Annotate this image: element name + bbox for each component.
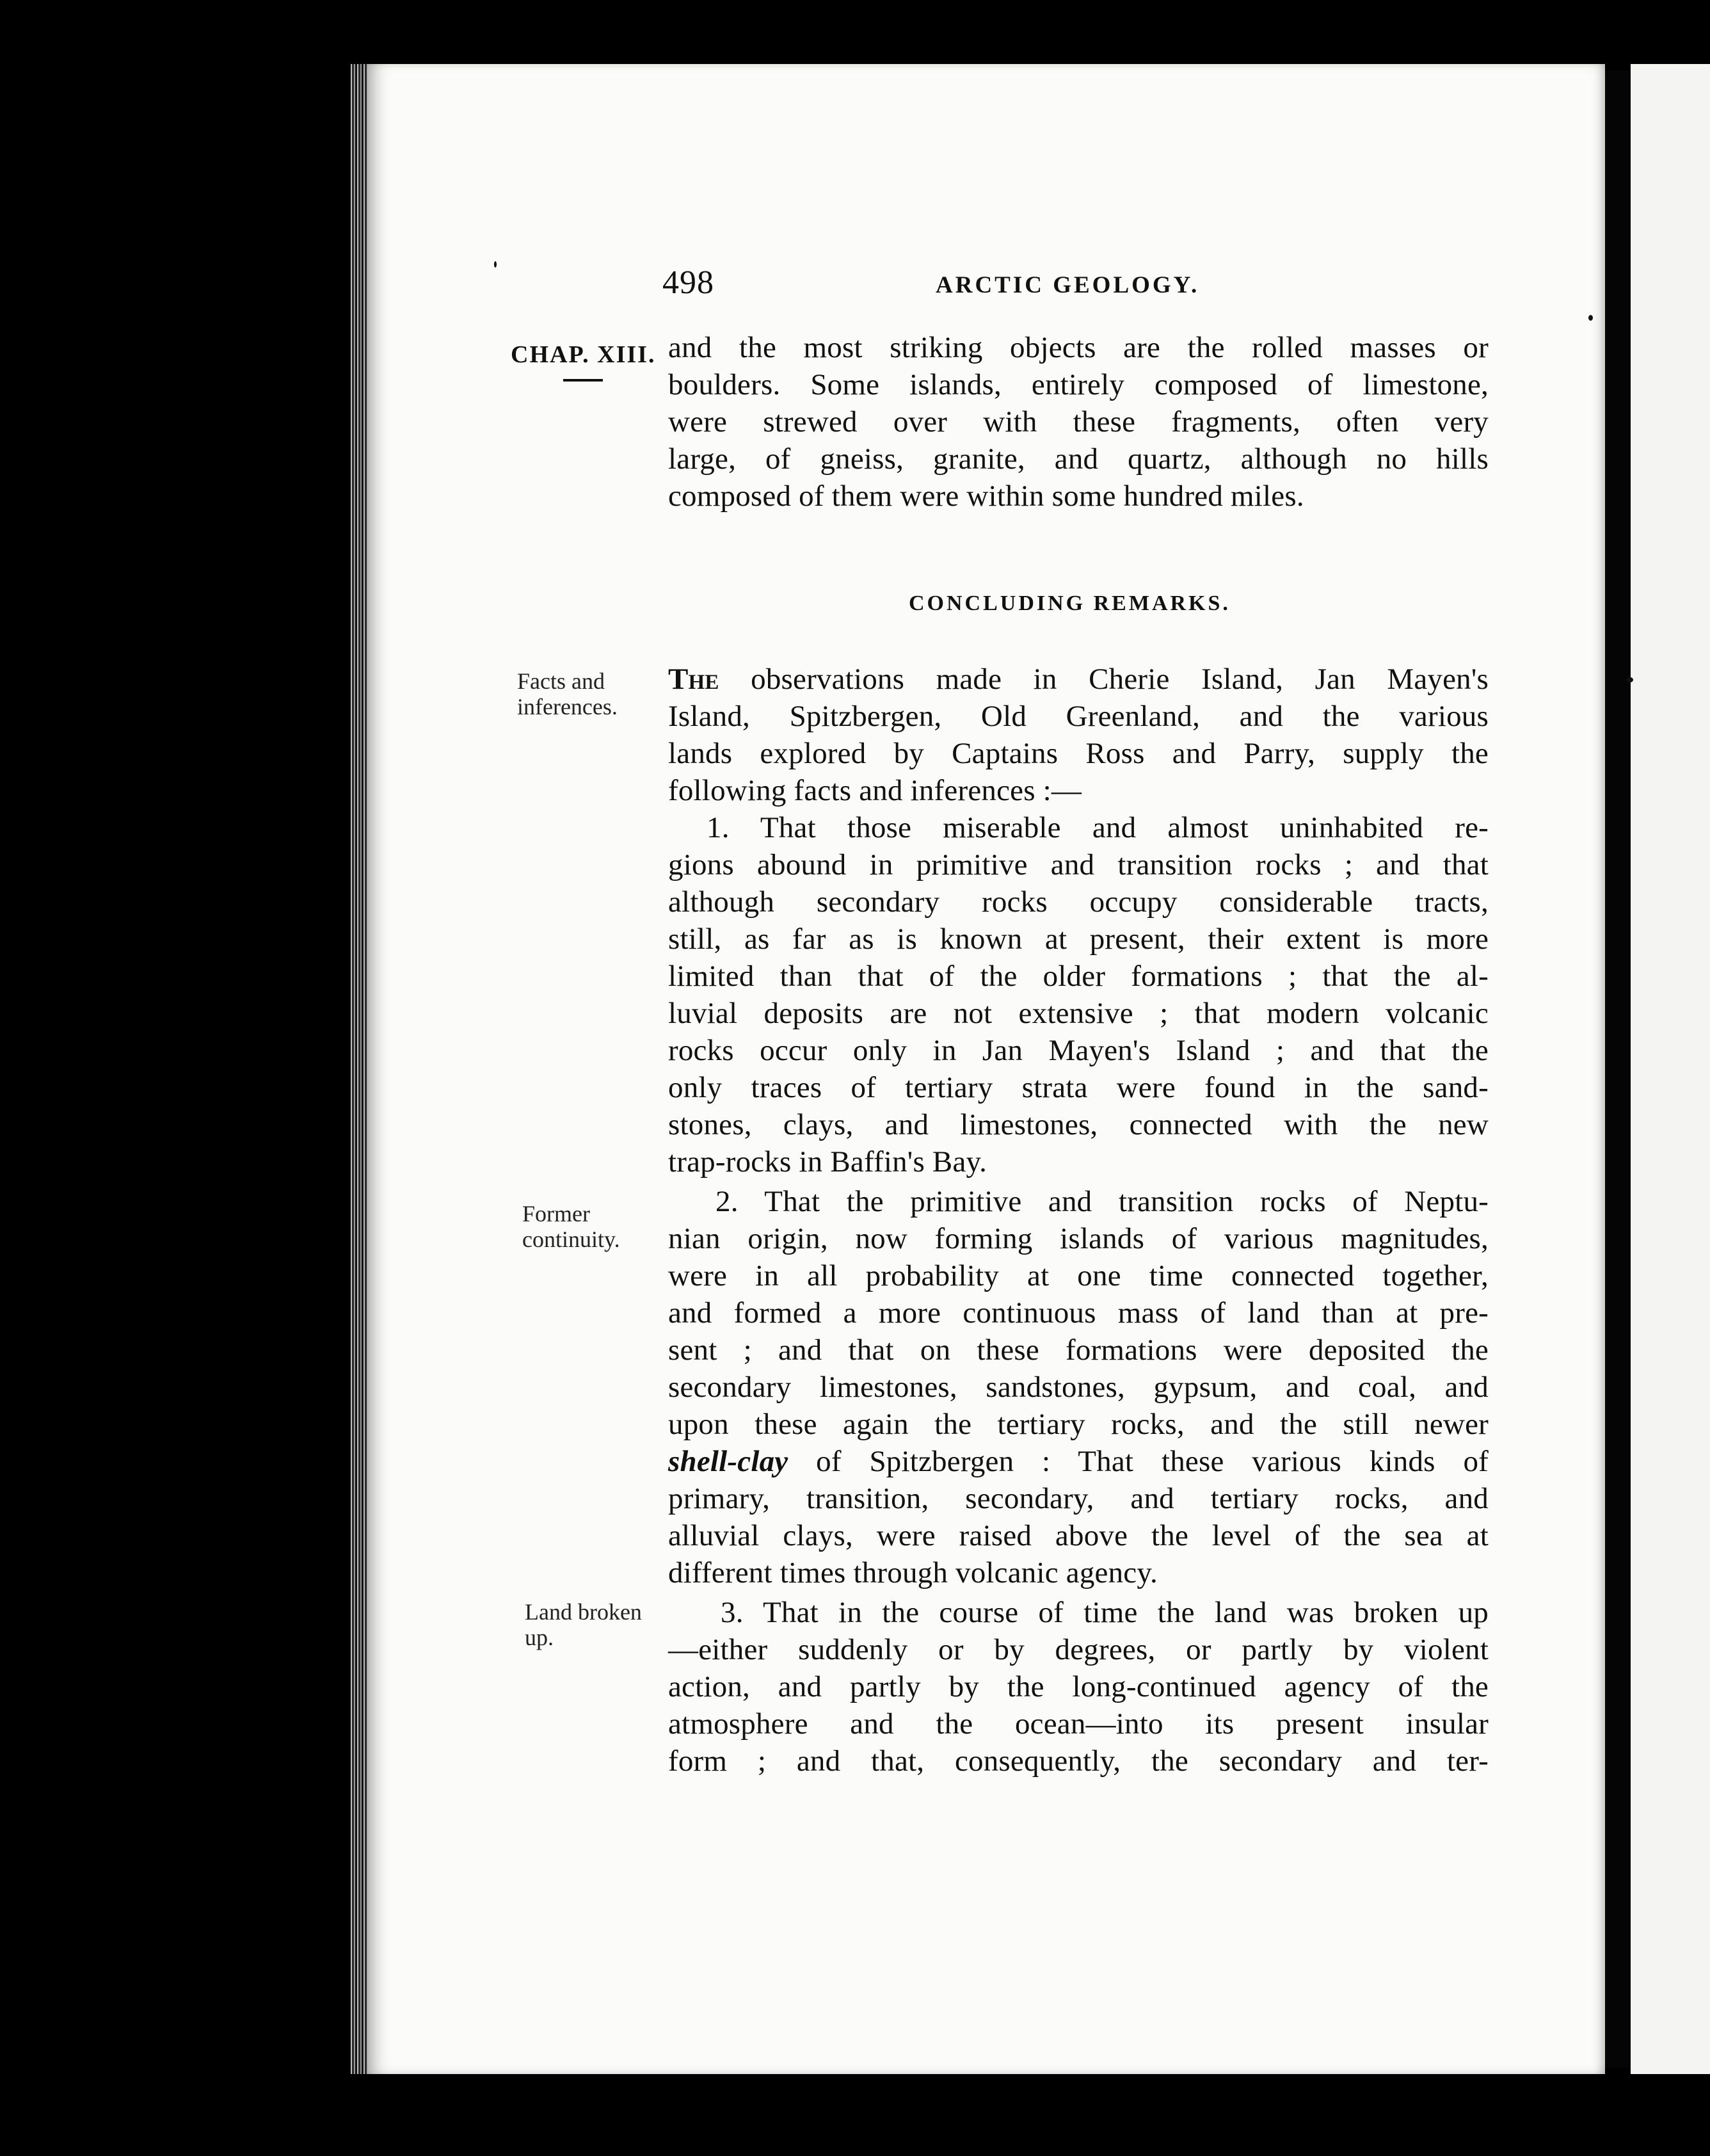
text-line: 3. That in the course of time the land was broken up (721, 1596, 1489, 1629)
text-span: observations made in Cherie Island, Jan Mayen's (719, 663, 1489, 696)
text-line: 1. That those miserable and almost uninhabited re- (707, 811, 1489, 844)
sidenote-facts: Facts and inferences. (517, 668, 618, 720)
chapter-label: CHAP. XIII. (511, 341, 656, 368)
sidenote-land-broken: Land broken up. (525, 1599, 642, 1650)
text-line: primary, transition, secondary, and tertiary rocks, and (668, 1482, 1489, 1515)
text-line (668, 661, 1489, 698)
text-line: following facts and inferences :— (668, 774, 1082, 807)
text-line: Island, Spitzbergen, Old Greenland, and the various (668, 700, 1489, 733)
text-line: rocks occur only in Jan Mayen's Island ; and that the (668, 1034, 1489, 1067)
text-line: were strewed over with these fragments, often very (668, 405, 1489, 438)
chapter-dash (563, 379, 603, 382)
section-heading: CONCLUDING REMARKS. (909, 591, 1231, 615)
text-line: lands explored by Captains Ross and Parry, supply the (668, 737, 1489, 770)
text-line: although secondary rocks occupy considerable tracts, (668, 885, 1489, 919)
lead-word: The (668, 663, 719, 696)
text-line: nian origin, now forming islands of various magnitudes, (668, 1222, 1489, 1255)
text-span: of Spitzbergen : That these various kinds of (788, 1445, 1489, 1478)
text-line: luvial deposits are not extensive ; that modern volcanic (668, 997, 1489, 1030)
text-line: composed of them were within some hundred miles. (668, 479, 1304, 513)
text-line: atmosphere and the ocean—into its present insular (668, 1707, 1489, 1741)
text-line: were in all probability at one time connected together, (668, 1259, 1489, 1292)
text-line: still, as far as is known at present, their extent is more (668, 922, 1489, 956)
text-line: 2. That the primitive and transition rocks of Neptu- (715, 1185, 1489, 1218)
text-line: large, of gneiss, granite, and quartz, although no hills (668, 442, 1489, 476)
text-line (668, 1443, 1489, 1480)
text-line: limited than that of the older formations ; that the al- (668, 960, 1489, 993)
text-line: trap-rocks in Baffin's Bay. (668, 1145, 987, 1179)
text-line: boulders. Some islands, entirely composed of limestone, (668, 368, 1489, 401)
scan-speck (1627, 677, 1633, 682)
italic-term: shell-clay (668, 1445, 788, 1478)
page-edge-shadow (1605, 70, 1631, 2068)
text-line: stones, clays, and limestones, connected with the new (668, 1108, 1489, 1141)
text-line: alluvial clays, were raised above the level of the sea at (668, 1519, 1489, 1552)
text-line: secondary limestones, sandstones, gypsum, and coal, and (668, 1371, 1489, 1404)
text-line: action, and partly by the long-continued agency of the (668, 1670, 1489, 1703)
sidenote-former-continuity: Former continuity. (522, 1201, 620, 1252)
text-line: and formed a more continuous mass of land than at pre- (668, 1296, 1489, 1330)
text-line: and the most striking objects are the rolled masses or (668, 331, 1489, 364)
text-line: —either suddenly or by degrees, or partly by violent (668, 1633, 1489, 1666)
text-line: form ; and that, consequently, the secondary and ter- (668, 1744, 1489, 1778)
facing-page-edge (1631, 64, 1710, 2074)
text-line: gions abound in primitive and transition rocks ; and that (668, 848, 1489, 881)
text-line: upon these again the tertiary rocks, and the still newer (668, 1408, 1489, 1441)
text-line: different times through volcanic agency. (668, 1556, 1158, 1589)
text-line: only traces of tertiary strata were found in the sand- (668, 1071, 1489, 1104)
scan-speck (494, 261, 497, 268)
text-line: sent ; and that on these formations were deposited the (668, 1333, 1489, 1367)
page-number: 498 (662, 264, 714, 301)
running-head-title: ARCTIC GEOLOGY. (936, 272, 1200, 298)
scan-speck (1588, 315, 1593, 321)
book-gutter-edge (351, 64, 367, 2074)
